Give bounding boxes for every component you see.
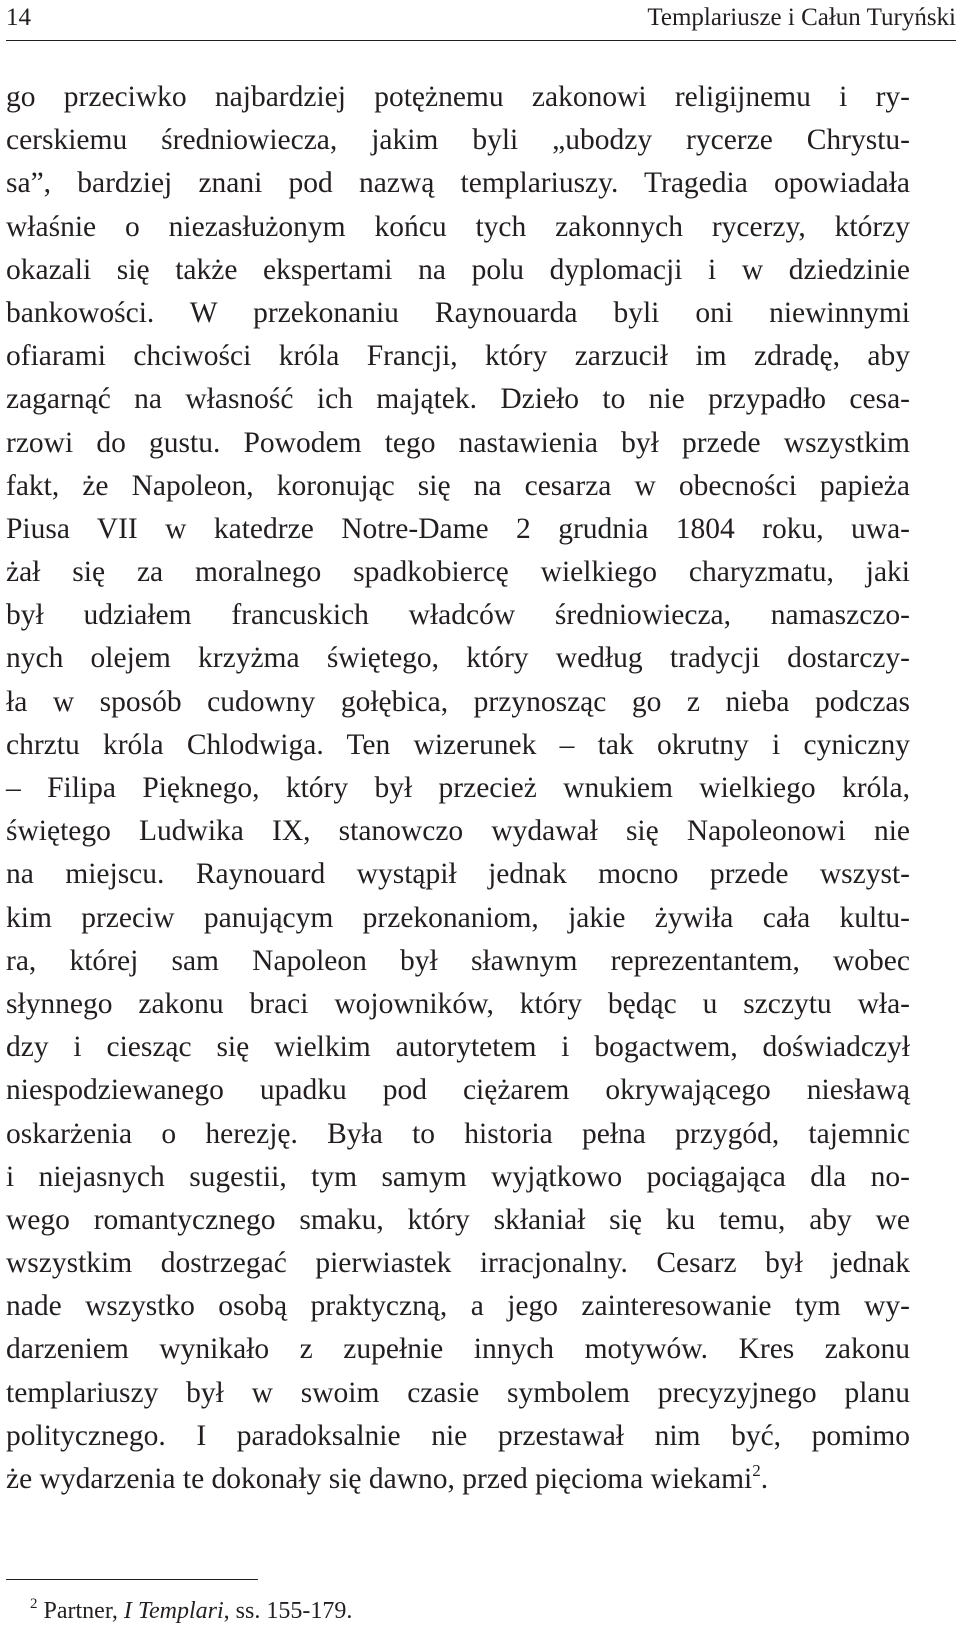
text-line: kim przeciw panującym przekonaniom, jakie żywiła cała kultu- [6,901,910,934]
text-line: rzowi do gustu. Powodem tego nastawienia był przede wszystkim [6,426,910,459]
footnote-pages: , ss. 155-179. [223,1598,353,1624]
text-line: wego romantycznego smaku, który skłaniał się ku temu, aby we [6,1203,910,1236]
text-line: był udziałem francuskich władców średniowiecza, namaszczo- [6,599,910,632]
text-line: wszystkim dostrzegać pierwiastek irracjonalny. Cesarz był jednak [6,1247,910,1280]
text-line: nych olejem krzyżma świętego, który według tradycji dostarczy- [6,642,910,675]
text-line: nade wszystko osobą praktyczną, a jego zainteresowanie tym wy- [6,1290,910,1323]
text-line: słynnego zakonu braci wojowników, który będąc u szczytu wła- [6,987,910,1020]
footnote [30,1598,352,1625]
last-line-text: że wydarzenia te dokonały się dawno, przed pięcioma wiekami [6,1463,753,1495]
text-line: i niejasnych sugestii, tym samym wyjątkowo pociągająca dla no- [6,1160,910,1193]
text-line: darzeniem wynikało z zupełnie innych motywów. Kres zakonu [6,1333,910,1366]
text-line: właśnie o niezasłużonym końcu tych zakonnych rycerzy, którzy [6,210,910,243]
text-line: żał się za moralnego spadkobiercę wielkiego charyzmatu, jaki [6,556,910,589]
text-line: oskarżenia o herezję. Była to historia pełna przygód, tajemnic [6,1117,910,1150]
text-line: cerskiemu średniowiecza, jakim byli „ubodzy rycerze Chrystu- [6,124,910,157]
text-line: politycznego. I paradoksalnie nie przestawał nim być, pomimo [6,1419,910,1452]
page-number: 14 [6,4,31,31]
footnote-title: I Templari [123,1598,224,1624]
text-line: dzy i ciesząc się wielkim autorytetem i bogactwem, doświadczył [6,1031,910,1064]
text-line: sa”, bardziej znani pod nazwą templariuszy. Tragedia opowiadała [6,167,910,200]
text-line: fakt, że Napoleon, koronując się na cesarza w obecności papieża [6,469,910,502]
footnote-author: Partner, [43,1598,118,1624]
text-line: chrztu króla Chlodwiga. Ten wizerunek – tak okrutny i cyniczny [6,728,910,761]
text-line: – Filipa Pięknego, który był przecież wnukiem wielkiego króla, [6,772,910,804]
text-line: ra, której sam Napoleon był sławnym reprezentantem, wobec [6,944,910,977]
text-line: ła w sposób cudowny gołębica, przynosząc go z nieba podczas [6,685,910,718]
body-paragraph [6,76,910,1501]
text-line: go przeciwko najbardziej potężnemu zakonowi religijnemu i ry- [6,81,910,113]
footnote-marker: 2 [30,1596,38,1612]
text-line: świętego Ludwika IX, stanowczo wydawał się Napoleonowi nie [6,815,910,848]
text-line: na miejscu. Raynouard wystąpił jednak mocno przede wszyst- [6,858,910,891]
running-title: Templariusze i Całun Turyński [647,4,956,31]
footnote-divider [6,1579,258,1580]
text-line-last [6,1458,910,1501]
text-line: Piusa VII w katedrze Notre-Dame 2 grudnia 1804 roku, uwa- [6,512,910,545]
text-line: ofiarami chciwości króla Francji, który zarzucił im zdradę, aby [6,340,910,373]
text-line: okazali się także ekspertami na polu dyplomacji i w dziedzinie [6,253,910,286]
text-line: bankowości. W przekonaniu Raynouarda byli oni niewinnymi [6,296,910,329]
text-line: zagarnąć na własność ich majątek. Dzieło to nie przypadło cesa- [6,383,910,416]
running-head [6,0,956,41]
last-line-end: . [760,1463,769,1495]
footnote-reference[interactable]: 2 [752,1461,761,1480]
text-line: niespodziewanego upadku pod ciężarem okrywającego niesławą [6,1074,910,1107]
text-line: templariuszy był w swoim czasie symbolem precyzyjnego planu [6,1376,910,1409]
